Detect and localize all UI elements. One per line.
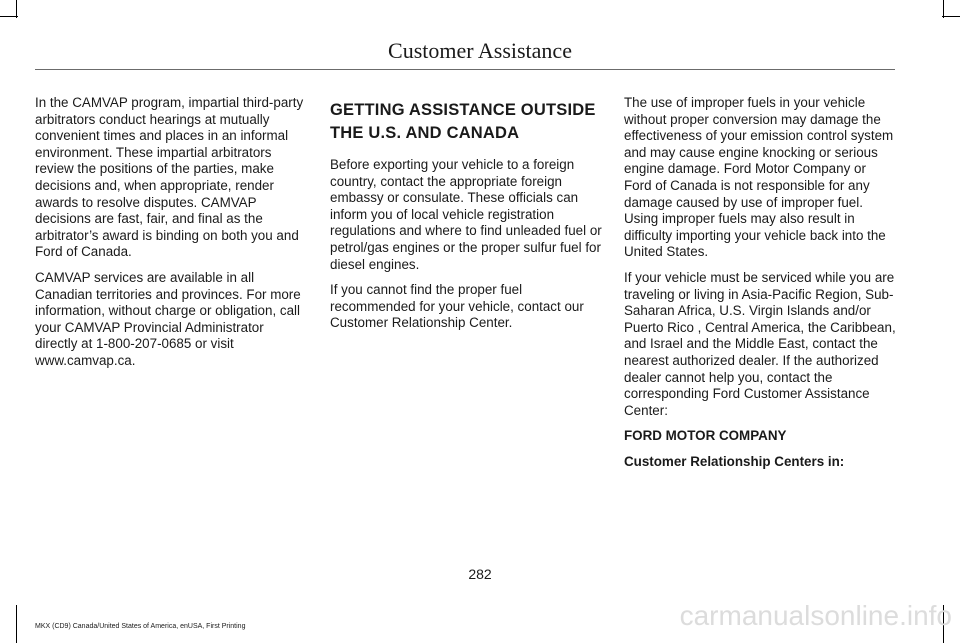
header-divider: [35, 69, 895, 70]
crop-mark: [16, 605, 17, 643]
paragraph: If your vehicle must be serviced while you are traveling or living in Asia-Pacific Region, Sub-Saharan Africa, U.S. Virgin Islands and/or Puerto Rico , Central America, the Caribbean, and Israel and the Middle East, contact the nearest authorized dealer. If the authorized dealer cannot help you, contact the corresponding Ford Customer Assistance Center:: [624, 269, 896, 418]
paragraph: If you cannot find the proper fuel recommended for your vehicle, contact our Customer Relationship Center.: [330, 282, 584, 331]
paragraph: In the CAMVAP program, impartial third-party arbitrators conduct hearings at mutually convenient times and places in an informal environment. These impartial arbitrators review the positions of the parties, make decisions and, when appropriate, render awards to resolve disputes. CAMVAP decisions are fast, fair, and final as the arbitrator’s award is binding on both you and Ford of Canada.: [35, 95, 304, 260]
column-left: [35, 95, 305, 379]
paragraph: CAMVAP services are available in all Canadian territories and provinces. For more information, without charge or obligation, call your CAMVAP Provincial Administrator directly at 1-800-207-0685 or visit www.camvap.ca.: [35, 269, 301, 368]
page-number: 282: [468, 566, 492, 582]
column-middle: [330, 95, 602, 341]
crop-mark: [942, 16, 960, 17]
crop-mark: [0, 16, 18, 17]
section-heading: GETTING ASSISTANCE OUTSIDE THE U.S. AND CANADA: [330, 101, 596, 142]
company-name: FORD MOTOR COMPANY: [624, 428, 787, 444]
paragraph: Before exporting your vehicle to a foreign country, contact the appropriate foreign embassy or consulate. These officials can inform you of local vehicle registration regulations and where to find unleaded fuel or petrol/gas engines or the proper sulfur fuel for diesel engines.: [330, 157, 602, 272]
paragraph: The use of improper fuels in your vehicle without proper conversion may damage the effectiveness of your emission control system and may cause engine knocking or serious engine damage. Ford Motor Company or Ford of Canada is not responsible for any damage caused by use of improper fuel. Using improper fuels may also result in difficulty importing your vehicle back into the United States.: [624, 95, 894, 260]
centers-label: Customer Relationship Centers in:: [624, 453, 845, 469]
page-title: Customer Assistance: [388, 38, 572, 63]
column-right: [624, 95, 896, 479]
edition-footer: MKX (CD9) Canada/United States of America, enUSA, First Printing: [35, 623, 246, 630]
watermark: carmanualsonline.info: [679, 600, 952, 631]
